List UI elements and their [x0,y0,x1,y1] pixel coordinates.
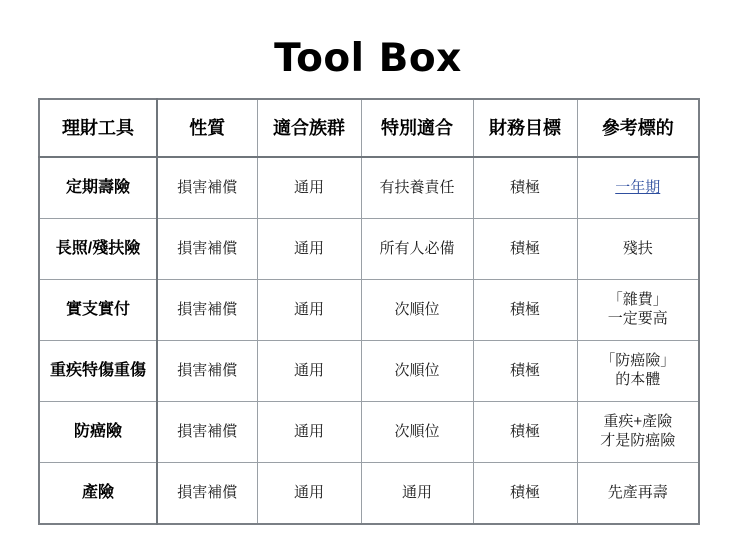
cell-goal: 積極 [473,280,577,341]
column-header-goal: 財務目標 [473,99,577,157]
reference-line-2: 一定要高 [607,310,668,327]
cell-group: 通用 [257,463,361,525]
cell-group: 通用 [257,341,361,402]
reference-line-1: 殘扶 [622,239,653,257]
cell-tool: 實支實付 [39,280,157,341]
cell-special: 次順位 [361,280,473,341]
reference-line-2: 的本體 [615,371,661,388]
cell-nature: 損害補償 [157,280,257,341]
cell-goal: 積極 [473,341,577,402]
cell-reference [577,280,699,341]
reference-line-2: 才是防癌險 [600,432,676,449]
column-header-group: 適合族群 [257,99,361,157]
cell-nature: 損害補償 [157,157,257,219]
column-header-special: 特別適合 [361,99,473,157]
cell-group: 通用 [257,219,361,280]
table-row [39,157,699,219]
reference-line-1: 「雜費」 [607,291,668,309]
cell-tool: 產險 [39,463,157,525]
cell-nature: 損害補償 [157,219,257,280]
reference-link[interactable]: 一年期 [615,178,661,196]
cell-reference [577,463,699,525]
cell-special: 通用 [361,463,473,525]
table-header [39,99,699,157]
cell-reference [577,341,699,402]
cell-tool: 重疾特傷重傷 [39,341,157,402]
cell-tool: 長照/殘扶險 [39,219,157,280]
page-title: Tool Box [274,36,462,81]
cell-group: 通用 [257,402,361,463]
cell-special: 次順位 [361,341,473,402]
table-row [39,341,699,402]
cell-group: 通用 [257,157,361,219]
table-header-row [39,99,699,157]
reference-line-1: 「防癌險」 [600,352,676,370]
cell-goal: 積極 [473,402,577,463]
column-header-nature: 性質 [157,99,257,157]
cell-group: 通用 [257,280,361,341]
cell-nature: 損害補償 [157,463,257,525]
table-row [39,402,699,463]
reference-line-1: 重疾+產險 [603,413,673,431]
cell-goal: 積極 [473,463,577,525]
cell-special: 次順位 [361,402,473,463]
cell-reference [577,219,699,280]
cell-goal: 積極 [473,157,577,219]
table-row [39,280,699,341]
cell-goal: 積極 [473,219,577,280]
cell-tool: 防癌險 [39,402,157,463]
cell-reference [577,402,699,463]
table-row [39,463,699,525]
table-body [39,157,699,524]
reference-line-1: 先產再壽 [607,483,668,501]
cell-special: 有扶養責任 [361,157,473,219]
toolbox-table [38,98,700,525]
table-container [38,98,698,525]
column-header-tool: 理財工具 [39,99,157,157]
cell-nature: 損害補償 [157,341,257,402]
cell-reference [577,157,699,219]
cell-special: 所有人必備 [361,219,473,280]
cell-nature: 損害補償 [157,402,257,463]
column-header-reference: 參考標的 [577,99,699,157]
table-row [39,219,699,280]
cell-tool: 定期壽險 [39,157,157,219]
